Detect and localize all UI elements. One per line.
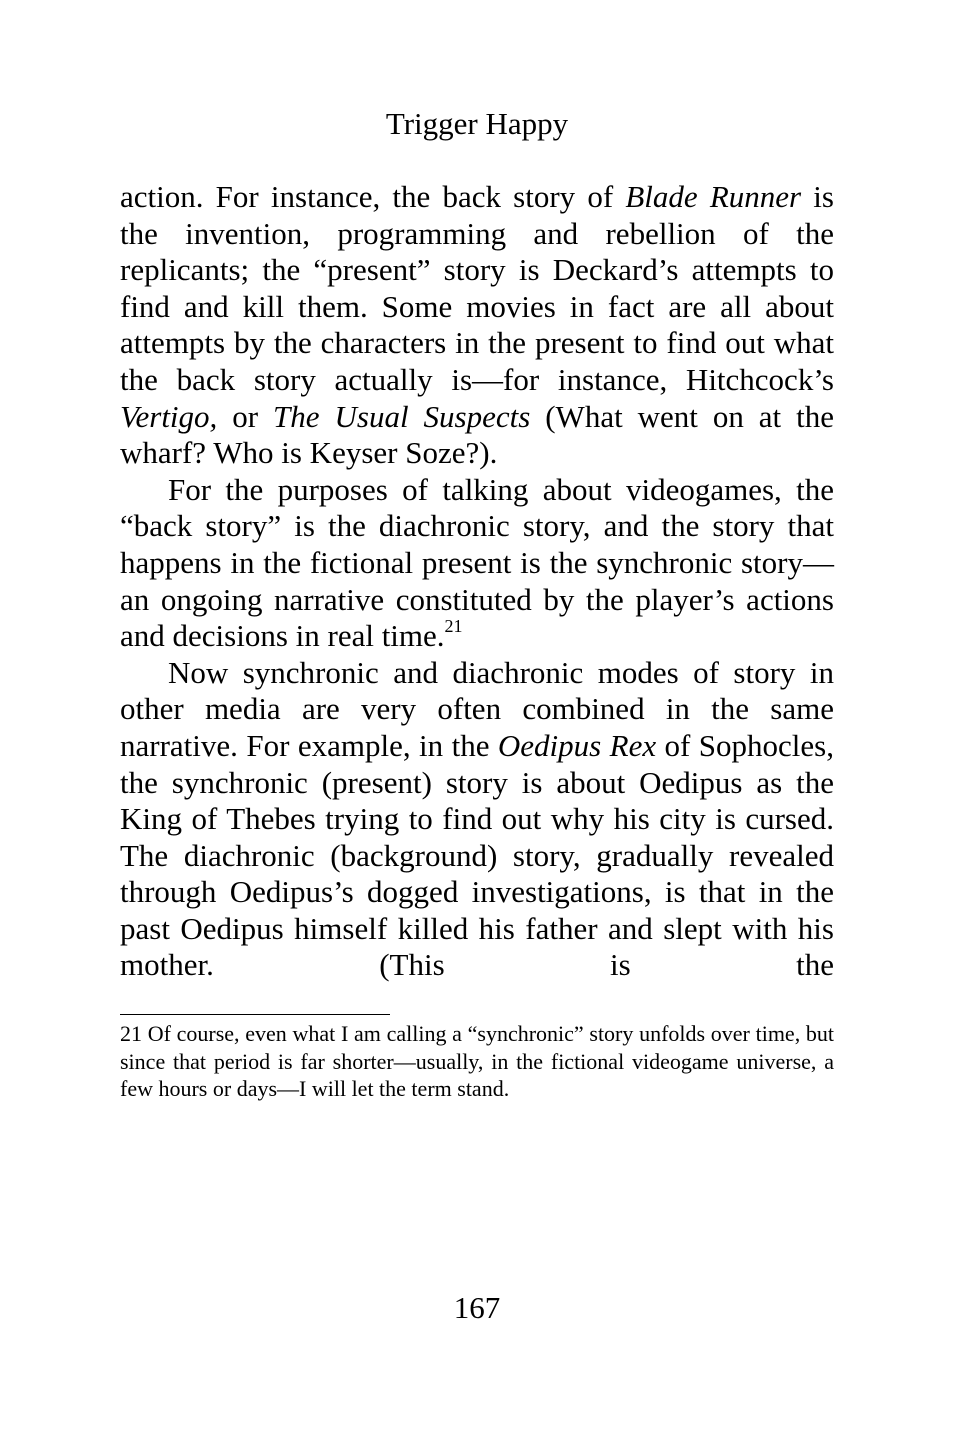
paragraph-1	[120, 179, 834, 472]
page-number: 167	[453, 1290, 501, 1325]
paragraph-3-text-a: Now synchronic and diachronic modes of story in other media are very often combined in the same narrative. For example, in the	[120, 654, 834, 763]
paragraph-1-text-a: action. For instance, the back story of	[120, 179, 626, 214]
title-oedipus-rex: Oedipus Rex	[497, 727, 657, 763]
footnote-reference[interactable]: 21	[444, 616, 463, 637]
paragraph-1-text-b: is the invention, programming and rebellion of the replicants; the “present” story is Deckard’s attempts to find and kill them. Some movies in fact are all about attempts by the characters in the present to find out what the back story actually is—for instance, Hitchcock’s	[120, 179, 834, 397]
body-text	[120, 179, 834, 984]
paragraph-1-text-c: or	[217, 398, 274, 434]
paragraph-2	[120, 472, 834, 655]
footnote-text: Of course, even what I am calling a “synchronic” story unfolds over time, but since that period is far shorter—usually, in the fictional videogame universe, a few hours or days—I will let the term stand.	[120, 1021, 835, 1101]
paragraph-1-text-d: (What went on at the wharf? Who is Keyser Soze?).	[120, 398, 834, 471]
running-head-title: Trigger Happy	[385, 106, 569, 141]
title-blade-runner: Blade Runner	[625, 179, 802, 214]
paragraph-2-text: For the purposes of talking about videogames, the “back story” is the diachronic story, and the story that happens in the fictional present is the synchronic story—an ongoing narrative constituted by the player’s actions and decisions in real time.	[120, 471, 834, 654]
footnote-number: 21	[120, 1021, 142, 1046]
footnote-divider	[120, 1014, 390, 1015]
title-vertigo: Vertigo,	[120, 398, 218, 434]
paragraph-3	[120, 655, 834, 984]
title-usual-suspects: The Usual Suspects	[273, 398, 531, 434]
footnote	[120, 1020, 834, 1103]
paragraph-3-text-b: of Sophocles, the synchronic (present) story is about Oedipus as the King of Thebes trying to find out why his city is cursed. The diachronic (background) story, gradually revealed through Oedipus’s dogged investigations, is that in the past Oedipus himself killed his father and slept with his mother. (This is the	[120, 727, 834, 983]
